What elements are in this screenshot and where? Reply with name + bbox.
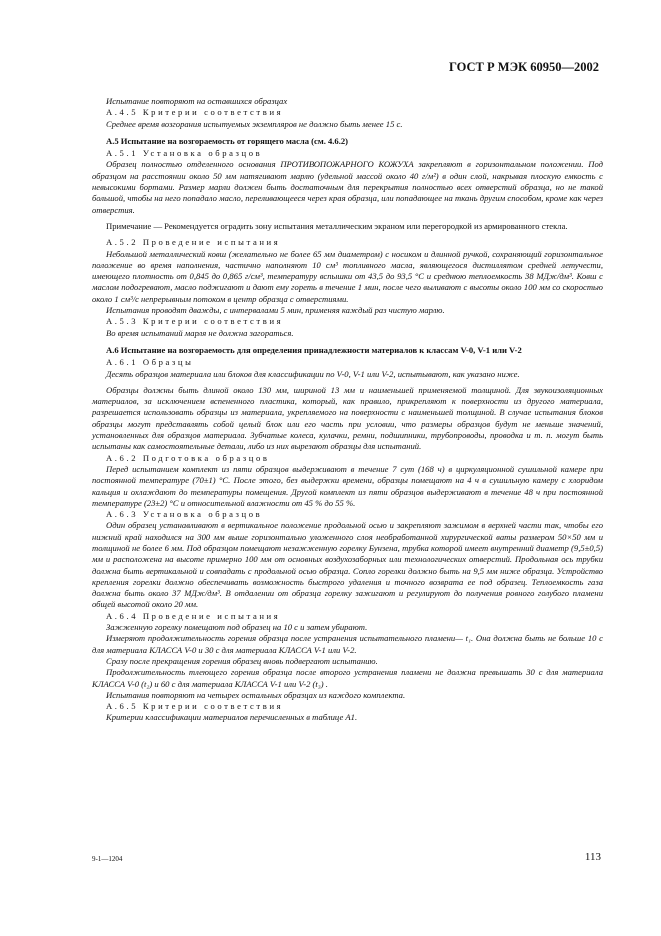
paragraph: Зажженную горелку помещают под образец на 10 с и затем убирают. [106,622,368,633]
clause-heading: А.6.2 Подготовка образцов [106,452,270,463]
paragraph: Десять образцов материала или блоков для классификации по V-0, V-1 или V-2, испытывают, как указано ниже. [106,368,520,379]
paragraph: Критерии классификации материалов перечисленных в таблице А1. [106,712,358,723]
page-number: 113 [584,851,601,863]
paragraph: Измеряют продолжительность горения образца после устранения испытательного пламени— t₁. Она должна быть не больше 10 с для материала КЛАССА V-0 и 30 с для материала КЛАССА V-1 или V-2. [92,633,603,655]
document-body [92,96,603,724]
section-heading: А.6 Испытание на возгораемость для определения принадлежности материалов к классам V-0, V-1 или V-2 [106,344,522,355]
document-header: ГОСТ Р МЭК 60950—2002 [449,60,599,74]
print-code: 9-1—1204 [92,855,123,863]
paragraph: Образцы должны быть длиной около 130 мм, шириной 13 мм и наименьшей применяемой толщиной. Для звукоизоляционных материалов, за исключением вспененного пластика, который, как правило, прикрепляют к поверхности из другого материала, разрешается использовать образцы из материала, укрепляемого на поверхности с наименьшей толщиной. В случае испытания блоков образцы могут представлять собой целый блок или его часть при условии, что размеры образцов будут не меньше значений, установленных для образцов материала. Зубчатые колеса, кулачки, ремни, подшипники, трубопроводы, проводка и т. п. могут быть испытаны как самостоятельные детали, либо из них вырезают образцы для испытаний. [92,384,603,452]
paragraph: Испытания проводят дважды, с интервалами 5 мин, применяя каждый раз чистую марлю. [106,305,445,316]
clause-heading: А.5.2 Проведение испытания [106,237,281,248]
paragraph: Испытания повторяют на четырех остальных образцах из каждого комплекта. [106,689,406,700]
section-heading: А.5 Испытание на возгораемость от горящего масла (см. 4.6.2) [106,135,349,146]
paragraph: Среднее время возгорания испытуемых экземпляров не должно быть менее 15 с. [106,118,403,129]
clause-heading: А.5.3 Критерии соответствия [106,316,284,327]
note: Примечание — Рекомендуется оградить зону испытания металлическим экраном или перегородкой из армированного стекла. [106,220,568,231]
paragraph: Образец полностью отделенного основания ПРОТИВОПОЖАРНОГО КОЖУХА закрепляют в горизонтальном положении. Под образцом на расстоянии около 50 мм натягивают марлю (удельной массой около 40 г/м²) в один слой, накрывая плоскую емкость с невысокими бортами. Размер марли должен быть достаточным для перекрытия полностью всех отверстий образца, но не такой большой, чтобы на него попадало масло, переливающееся через края образца, или попадающее на ткань другим способом, кроме как через отверстия. [92,159,603,215]
clause-heading: А.6.4 Проведение испытания [106,610,281,621]
paragraph: Небольшой металлический ковш (желательно не более 65 мм диаметром) с носиком и длинной ручкой, сохраняющий горизонтальное положение во время наполнения, частично наполняют 10 см³ топливного масла, являющегося дистиллятом средней летучести, имеющего плотность от 0,845 до 0,865 г/см³, температуру вспышки от 43,5 до 93,5 °С и среднюю теплоемкость 38 МДж/дм³. Ковш с маслом подогревают, масло поджигают и дают ему гореть в течение 1 мин, после чего выливают с высоты около 100 мм со скоростью около 1 см³/с непрерывным потоком в центр образца с отверстиями. [92,248,603,304]
paragraph: Испытание повторяют на оставшихся образцах [106,96,288,106]
paragraph: Перед испытанием комплект из пяти образцов выдерживают в течение 7 сут (168 ч) в циркуляционной сушильной камере при постоянной температуре (70±1) °С. После этого, без выдержки времени, образцы помещают на 4 ч в сушильную камеру с хлоридом кальция и охлаждают до температуры помещения. Другой комплект из пяти образцов выдерживают в течение 48 ч при постоянной температуре (23±2) °С и относительной влажности от 45 % до 55 %. [92,463,603,508]
clause-heading: А.6.1 Образцы [106,357,194,368]
clause-heading: А.5.1 Установка образцов [106,148,263,159]
clause-heading: А.4.5 Критерии соответствия [106,107,284,118]
clause-heading: А.6.3 Установка образцов [106,509,263,520]
paragraph: Во время испытаний марля не должна загораться. [106,327,294,338]
paragraph: Сразу после прекращения горения образец вновь подвергают испытанию. [106,655,378,666]
paragraph: Продолжительность тлеющего горения образца после второго устранения пламени не должна превышать 30 с для материала КЛАССА V-0 (t₂) и 60 с для материала КЛАССА V-1 или V-2 (t₃) . [92,667,603,689]
clause-heading: А.6.5 Критерии соответствия [106,701,284,712]
paragraph: Один образец устанавливают в вертикальное положение продольной осью и закрепляют зажимом в верхней части так, чтобы его нижний край находился на 300 мм выше горизонтально уложенного слоя необработанной хирургической ваты размером 50×50 мм и толщиной не более 6 мм. Под образцом помещают незажженную горелку Бунзена, трубка которой имеет внутренний диаметр (9,5±0,5) мм и расположена на высоте примерно 100 мм от основных воздухозаборных или технологических отверстий. Продольная ось трубки должна быть вертикальной и совпадать с продольной осью образца. Сопло горелки должно быть на 9,5 мм ниже образца. Устройство крепления горелки должно обеспечивать возможность быстрого удаления и точного возврата ее под образец. Теплоемкость газа должна быть около 37 МДж/дм³. В отдалении от образца горелку зажигают и регулируют до получения ровного голубого пламени общей высотой около 20 мм. [92,520,603,610]
